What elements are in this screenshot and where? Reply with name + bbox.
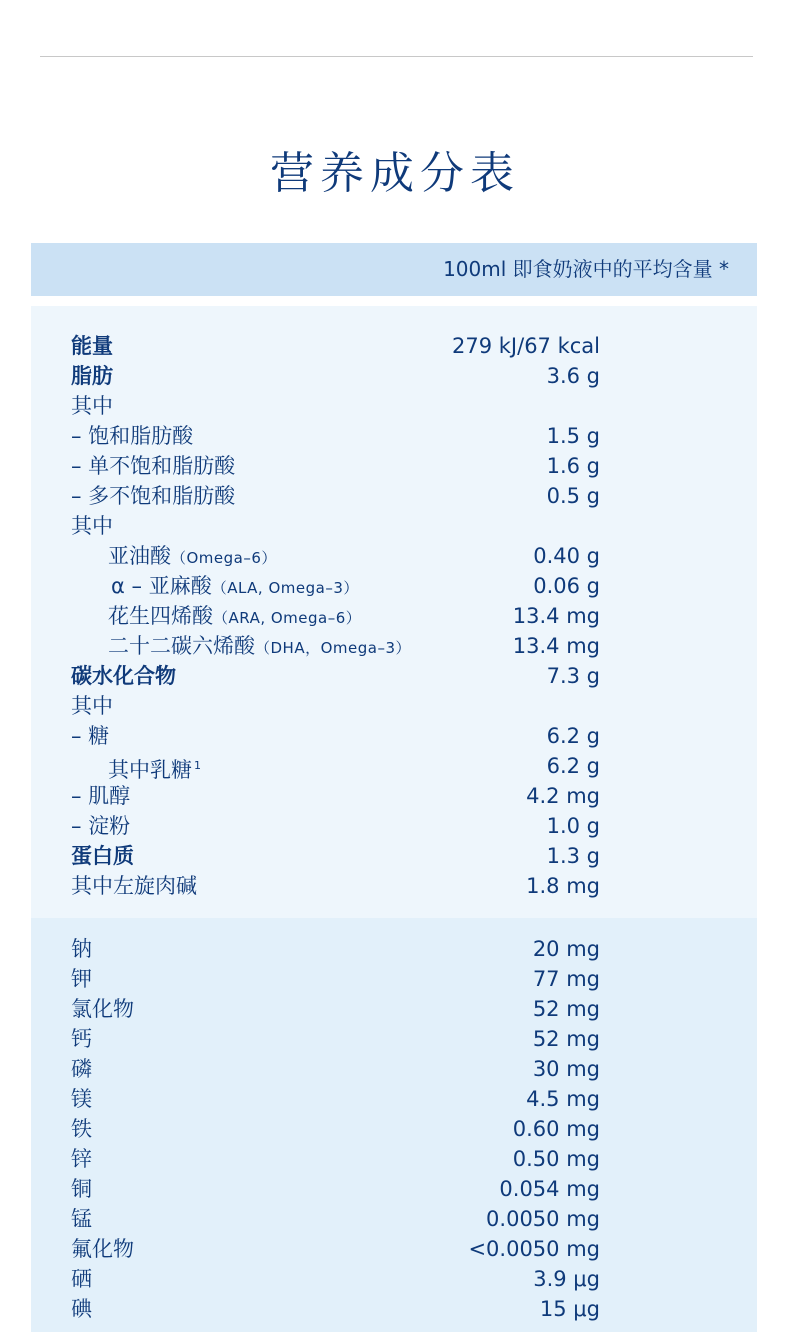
nutrient-row — [31, 541, 757, 571]
nutrient-label — [71, 1024, 92, 1054]
nutrient-row — [31, 421, 757, 451]
nutrient-value: 3.9 μg — [533, 1267, 600, 1291]
nutrient-row — [31, 661, 757, 691]
nutrient-name: – 淀粉 — [71, 814, 131, 838]
nutrient-name: 碳水化合物 — [71, 664, 176, 688]
nutrient-label — [71, 994, 134, 1024]
nutrient-label — [71, 481, 235, 511]
nutrient-name: 磷 — [71, 1057, 92, 1081]
nutrient-name: 二十二碳六烯酸 — [108, 634, 255, 658]
nutrient-label — [71, 721, 109, 751]
nutrient-label — [71, 511, 113, 541]
nutrient-row — [31, 841, 757, 871]
nutrient-label — [108, 601, 361, 633]
nutrient-name: 能量 — [71, 334, 113, 358]
nutrient-label — [71, 421, 193, 451]
nutrient-name: 铜 — [71, 1177, 92, 1201]
nutrient-label — [71, 1264, 92, 1294]
nutrient-label — [71, 331, 113, 361]
nutrient-name: 其中 — [71, 694, 113, 718]
nutrient-row — [31, 1174, 757, 1204]
nutrient-name: 其中乳糖 — [108, 758, 192, 782]
nutrient-value: 0.60 mg — [512, 1117, 600, 1141]
nutrient-value: 0.06 g — [533, 574, 600, 598]
nutrient-value: 1.8 mg — [526, 874, 600, 898]
nutrient-name: – 肌醇 — [71, 784, 131, 808]
footnote-marker: 1 — [194, 759, 201, 772]
nutrient-label — [71, 391, 113, 421]
nutrient-value: 279 kJ/67 kcal — [452, 334, 600, 358]
nutrient-row — [31, 481, 757, 511]
nutrient-label — [71, 934, 92, 964]
nutrient-name: – 饱和脂肪酸 — [71, 424, 194, 448]
nutrient-value: 0.5 g — [546, 484, 600, 508]
nutrient-row — [31, 571, 757, 601]
nutrient-value: 1.0 g — [546, 814, 600, 838]
nutrient-row — [31, 601, 757, 631]
nutrient-value: 0.50 mg — [512, 1147, 600, 1171]
nutrient-label — [71, 1054, 92, 1084]
nutrient-note: （Omega–6） — [171, 549, 277, 567]
nutrient-name: 氟化物 — [71, 1237, 134, 1261]
nutrient-label — [71, 871, 197, 901]
nutrient-row — [31, 1144, 757, 1174]
nutrient-label — [71, 1144, 92, 1174]
nutrient-row — [31, 751, 757, 781]
nutrient-name: 氯化物 — [71, 997, 134, 1021]
nutrient-name: 其中左旋肉碱 — [71, 874, 197, 898]
nutrient-label — [71, 661, 176, 691]
page-title: 营养成分表 — [270, 148, 520, 199]
nutrient-name: 锰 — [71, 1207, 92, 1231]
nutrient-label — [108, 751, 201, 785]
nutrient-value: 1.5 g — [546, 424, 600, 448]
nutrient-name: 硒 — [71, 1267, 92, 1291]
nutrient-row — [31, 361, 757, 391]
nutrient-row — [31, 1204, 757, 1234]
nutrient-name: 钙 — [71, 1027, 92, 1051]
nutrient-row — [31, 1084, 757, 1114]
nutrient-name: 碘 — [71, 1297, 92, 1321]
nutrient-row — [31, 1054, 757, 1084]
nutrient-value: 0.054 mg — [499, 1177, 600, 1201]
nutrient-row — [31, 871, 757, 901]
nutrient-value: 6.2 g — [546, 724, 600, 748]
nutrient-row — [31, 1294, 757, 1324]
nutrient-value: 20 mg — [532, 937, 600, 961]
nutrient-note: （ARA, Omega–6） — [213, 609, 362, 627]
nutrient-name: 脂肪 — [71, 364, 113, 388]
nutrient-name: 花生四烯酸 — [108, 604, 213, 628]
nutrient-value: 1.6 g — [546, 454, 600, 478]
nutrient-label — [71, 781, 130, 811]
top-divider — [40, 56, 753, 57]
nutrient-value: 4.2 mg — [526, 784, 600, 808]
nutrient-label — [71, 691, 113, 721]
nutrient-name: 铁 — [71, 1117, 92, 1141]
nutrient-name: 锌 — [71, 1147, 92, 1171]
nutrient-label — [71, 361, 113, 391]
nutrient-value: 3.6 g — [546, 364, 600, 388]
nutrient-row — [31, 811, 757, 841]
nutrient-value: 6.2 g — [546, 754, 600, 778]
nutrient-row — [31, 1264, 757, 1294]
nutrient-row — [31, 1114, 757, 1144]
nutrient-value: <0.0050 mg — [468, 1237, 600, 1261]
nutrient-label — [71, 1174, 92, 1204]
nutrient-row — [31, 964, 757, 994]
nutrient-row — [31, 511, 757, 541]
nutrient-value: 52 mg — [532, 997, 600, 1021]
nutrient-row — [31, 331, 757, 361]
nutrient-row — [31, 631, 757, 661]
nutrient-label — [71, 811, 130, 841]
nutrient-value: 0.40 g — [533, 544, 600, 568]
mineral-section — [31, 918, 757, 1332]
table-header — [31, 243, 757, 296]
nutrient-row — [31, 1234, 757, 1264]
macronutrient-section — [31, 306, 757, 918]
nutrient-name: 钠 — [71, 937, 92, 961]
table-header-label: 100ml 即食奶液中的平均含量 * — [443, 257, 729, 281]
nutrient-row — [31, 391, 757, 421]
nutrient-value: 7.3 g — [546, 664, 600, 688]
nutrient-name: 亚油酸 — [108, 544, 171, 568]
nutrient-row — [31, 934, 757, 964]
nutrient-row — [31, 451, 757, 481]
nutrient-name: – 糖 — [71, 724, 110, 748]
nutrient-label — [71, 451, 235, 481]
nutrient-value: 13.4 mg — [512, 604, 600, 628]
nutrient-row — [31, 781, 757, 811]
nutrient-label — [108, 631, 411, 663]
nutrient-label — [71, 1204, 92, 1234]
nutrient-label — [71, 964, 92, 994]
nutrient-label — [108, 541, 277, 573]
nutrient-note: （ALA, Omega–3） — [211, 579, 359, 597]
nutrient-name: 钾 — [71, 967, 92, 991]
nutrient-label — [71, 1114, 92, 1144]
nutrient-row — [31, 1024, 757, 1054]
nutrient-value: 77 mg — [532, 967, 600, 991]
nutrient-value: 13.4 mg — [512, 634, 600, 658]
nutrient-value: 1.3 g — [546, 844, 600, 868]
nutrient-value: 52 mg — [532, 1027, 600, 1051]
nutrient-value: 30 mg — [532, 1057, 600, 1081]
nutrient-note: （DHA，Omega–3） — [255, 639, 411, 657]
nutrient-row — [31, 691, 757, 721]
nutrient-name: – 单不饱和脂肪酸 — [71, 454, 236, 478]
nutrient-value: 15 μg — [539, 1297, 600, 1321]
nutrient-label — [71, 1294, 92, 1324]
nutrient-label — [71, 1084, 92, 1114]
nutrient-name: 蛋白质 — [71, 844, 134, 868]
nutrient-name: α – 亚麻酸 — [111, 574, 212, 598]
nutrient-label — [71, 1234, 134, 1264]
nutrient-name: 其中 — [71, 394, 113, 418]
nutrient-value: 0.0050 mg — [486, 1207, 600, 1231]
nutrient-label — [111, 571, 359, 603]
nutrient-name: 其中 — [71, 514, 113, 538]
nutrient-name: – 多不饱和脂肪酸 — [71, 484, 236, 508]
nutrient-name: 镁 — [71, 1087, 92, 1111]
nutrient-row — [31, 721, 757, 751]
nutrient-label — [71, 841, 134, 871]
nutrient-row — [31, 994, 757, 1024]
nutrient-value: 4.5 mg — [526, 1087, 600, 1111]
